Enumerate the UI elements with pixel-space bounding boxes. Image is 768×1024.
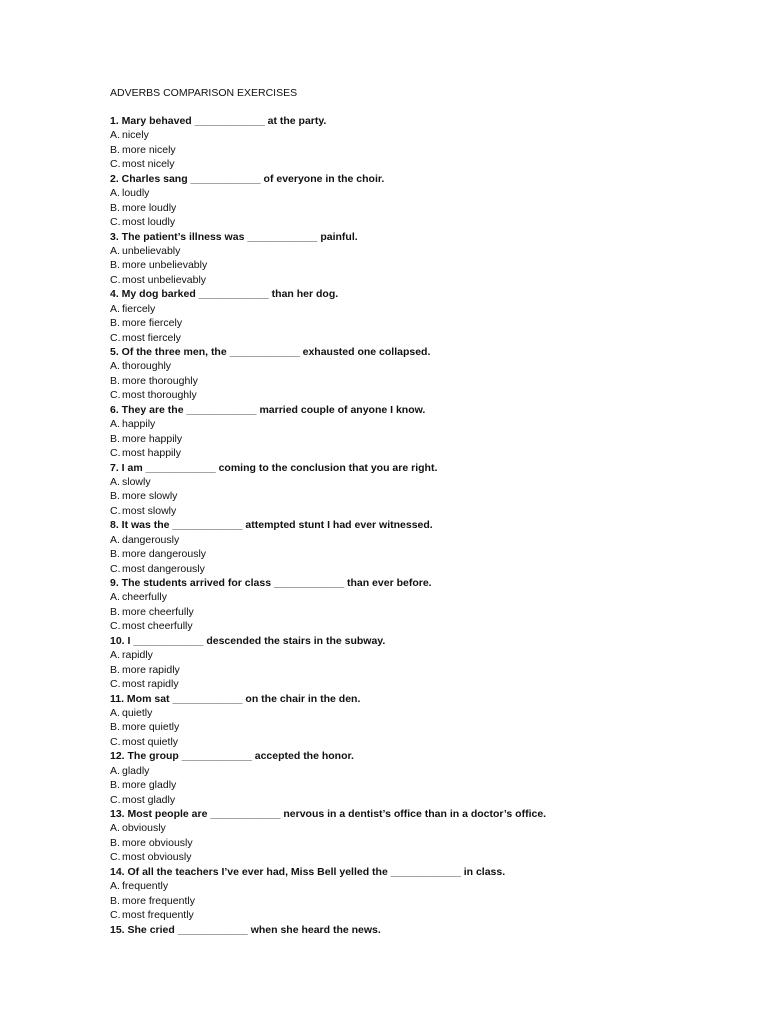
option-letter: C. [110, 273, 121, 286]
answer-option [110, 764, 730, 778]
answer-option [110, 735, 730, 749]
option-text: quietly [122, 706, 153, 719]
question-text: 6. They are the ____________ married couple of anyone I know. [110, 403, 426, 416]
option-text: happily [122, 418, 156, 431]
answer-option [110, 894, 730, 908]
question-text: 8. It was the ____________ attempted stunt I had ever witnessed. [110, 519, 433, 532]
option-text: slowly [122, 475, 151, 488]
option-text: cheerfully [122, 591, 167, 604]
option-letter: A. [110, 475, 120, 488]
option-text: more thoroughly [122, 374, 198, 387]
option-text: more rapidly [122, 663, 180, 676]
option-text: more dangerously [122, 548, 207, 561]
answer-option [110, 331, 730, 345]
option-text: more frequently [122, 894, 195, 907]
answer-option [110, 201, 730, 215]
answer-option [110, 908, 730, 922]
answer-option [110, 619, 730, 633]
option-letter: B. [110, 259, 120, 272]
option-letter: A. [110, 360, 120, 373]
answer-option [110, 273, 730, 287]
option-letter: A. [110, 591, 120, 604]
option-text: most quietly [122, 735, 179, 748]
option-text: more unbelievably [122, 259, 208, 272]
option-text: nicely [122, 129, 149, 142]
option-letter: C. [110, 620, 121, 633]
title-spacer [110, 100, 730, 114]
option-text: gladly [122, 764, 150, 777]
option-text: most gladly [122, 793, 176, 806]
option-text: unbelievably [122, 244, 181, 257]
option-letter: B. [110, 490, 120, 503]
answer-option [110, 562, 730, 576]
answer-option [110, 533, 730, 547]
option-letter: C. [110, 504, 121, 517]
answer-option [110, 244, 730, 258]
option-text: obviously [122, 822, 166, 835]
answer-option [110, 879, 730, 893]
option-text: most thoroughly [122, 389, 197, 402]
option-letter: A. [110, 764, 120, 777]
option-letter: B. [110, 548, 120, 561]
option-text: dangerously [122, 533, 180, 546]
option-letter: B. [110, 605, 120, 618]
question-text: 14. Of all the teachers I’ve ever had, Miss Bell yelled the ____________ in class. [110, 865, 506, 878]
option-text: more fiercely [122, 317, 183, 330]
question-text: 10. I ____________ descended the stairs in the subway. [110, 634, 386, 647]
question-text: 5. Of the three men, the ____________ exhausted one collapsed. [110, 346, 431, 358]
question-text: 1. Mary behaved ____________ at the party. [110, 115, 327, 127]
option-text: most happily [122, 447, 181, 460]
option-letter: B. [110, 836, 120, 849]
option-text: most rapidly [122, 678, 179, 691]
question-text: 11. Mom sat ____________ on the chair in the den. [110, 692, 361, 705]
answer-option [110, 648, 730, 662]
option-letter: A. [110, 187, 120, 200]
option-text: most obviously [122, 851, 192, 864]
question-text: 7. I am ____________ coming to the conclusion that you are right. [110, 461, 438, 474]
option-letter: C. [110, 158, 121, 171]
option-letter: A. [110, 244, 120, 257]
question-text: 3. The patient’s illness was ____________ painful. [110, 230, 358, 243]
option-letter: B. [110, 432, 120, 445]
answer-option [110, 677, 730, 691]
answer-option [110, 359, 730, 373]
option-text: most nicely [122, 158, 175, 171]
answer-option [110, 504, 730, 518]
option-letter: B. [110, 663, 120, 676]
option-text: rapidly [122, 649, 153, 662]
answer-option [110, 475, 730, 489]
answer-option [110, 432, 730, 446]
option-text: more gladly [122, 779, 177, 792]
option-text: loudly [122, 187, 150, 200]
option-letter: B. [110, 317, 120, 330]
option-letter: B. [110, 201, 120, 214]
document-content [110, 86, 730, 937]
answer-option [110, 836, 730, 850]
option-letter: C. [110, 331, 121, 344]
answer-option [110, 417, 730, 431]
answer-option [110, 850, 730, 864]
answer-option [110, 663, 730, 677]
answer-option [110, 302, 730, 316]
answer-option [110, 821, 730, 835]
option-letter: A. [110, 129, 120, 142]
option-text: more slowly [122, 490, 178, 503]
option-text: most cheerfully [122, 620, 193, 633]
answer-option [110, 706, 730, 720]
option-letter: C. [110, 735, 121, 748]
option-letter: C. [110, 678, 121, 691]
option-text: most dangerously [122, 562, 205, 575]
document-title: ADVERBS COMPARISON EXERCISES [110, 87, 298, 99]
questions-list [110, 114, 730, 937]
question-text: 4. My dog barked ____________ than her dog. [110, 288, 339, 301]
option-letter: C. [110, 851, 121, 864]
option-letter: A. [110, 418, 120, 431]
answer-option [110, 446, 730, 460]
option-letter: C. [110, 793, 121, 806]
option-letter: B. [110, 374, 120, 387]
answer-option [110, 143, 730, 157]
option-letter: A. [110, 880, 120, 893]
option-text: fiercely [122, 302, 156, 315]
answer-option [110, 258, 730, 272]
question-text: 2. Charles sang ____________ of everyone in the choir. [110, 172, 385, 185]
answer-option [110, 489, 730, 503]
answer-option [110, 215, 730, 229]
option-text: more nicely [122, 143, 176, 156]
answer-option [110, 128, 730, 142]
option-text: more happily [122, 432, 183, 445]
answer-option [110, 316, 730, 330]
option-letter: B. [110, 721, 120, 734]
answer-option [110, 605, 730, 619]
answer-option [110, 157, 730, 171]
option-text: most slowly [122, 504, 177, 517]
question-text: 15. She cried ____________ when she heard the news. [110, 923, 381, 936]
answer-option [110, 720, 730, 734]
option-letter: A. [110, 533, 120, 546]
question-text: 13. Most people are ____________ nervous in a dentist’s office than in a doctor’s office. [110, 808, 547, 820]
answer-option [110, 186, 730, 200]
option-letter: C. [110, 216, 121, 229]
answer-option [110, 547, 730, 561]
option-letter: C. [110, 562, 121, 575]
option-text: frequently [122, 880, 169, 893]
option-letter: C. [110, 389, 121, 402]
option-letter: B. [110, 779, 120, 792]
question-text: 12. The group ____________ accepted the honor. [110, 750, 354, 763]
option-text: most frequently [122, 909, 194, 922]
option-letter: A. [110, 649, 120, 662]
option-text: most unbelievably [122, 273, 207, 286]
answer-option [110, 793, 730, 807]
option-letter: B. [110, 143, 120, 156]
option-text: more cheerfully [122, 605, 194, 618]
option-text: more obviously [122, 836, 193, 849]
option-text: thoroughly [122, 360, 172, 373]
option-letter: C. [110, 447, 121, 460]
option-letter: A. [110, 302, 120, 315]
question-text: 9. The students arrived for class ____________ than ever before. [110, 577, 432, 589]
answer-option [110, 590, 730, 604]
answer-option [110, 388, 730, 402]
option-text: most fiercely [122, 331, 181, 344]
option-text: more loudly [122, 201, 177, 214]
option-text: most loudly [122, 216, 176, 229]
option-letter: A. [110, 706, 120, 719]
option-letter: C. [110, 909, 121, 922]
option-letter: A. [110, 822, 120, 835]
option-text: more quietly [122, 721, 180, 734]
option-letter: B. [110, 894, 120, 907]
answer-option [110, 778, 730, 792]
answer-option [110, 374, 730, 388]
